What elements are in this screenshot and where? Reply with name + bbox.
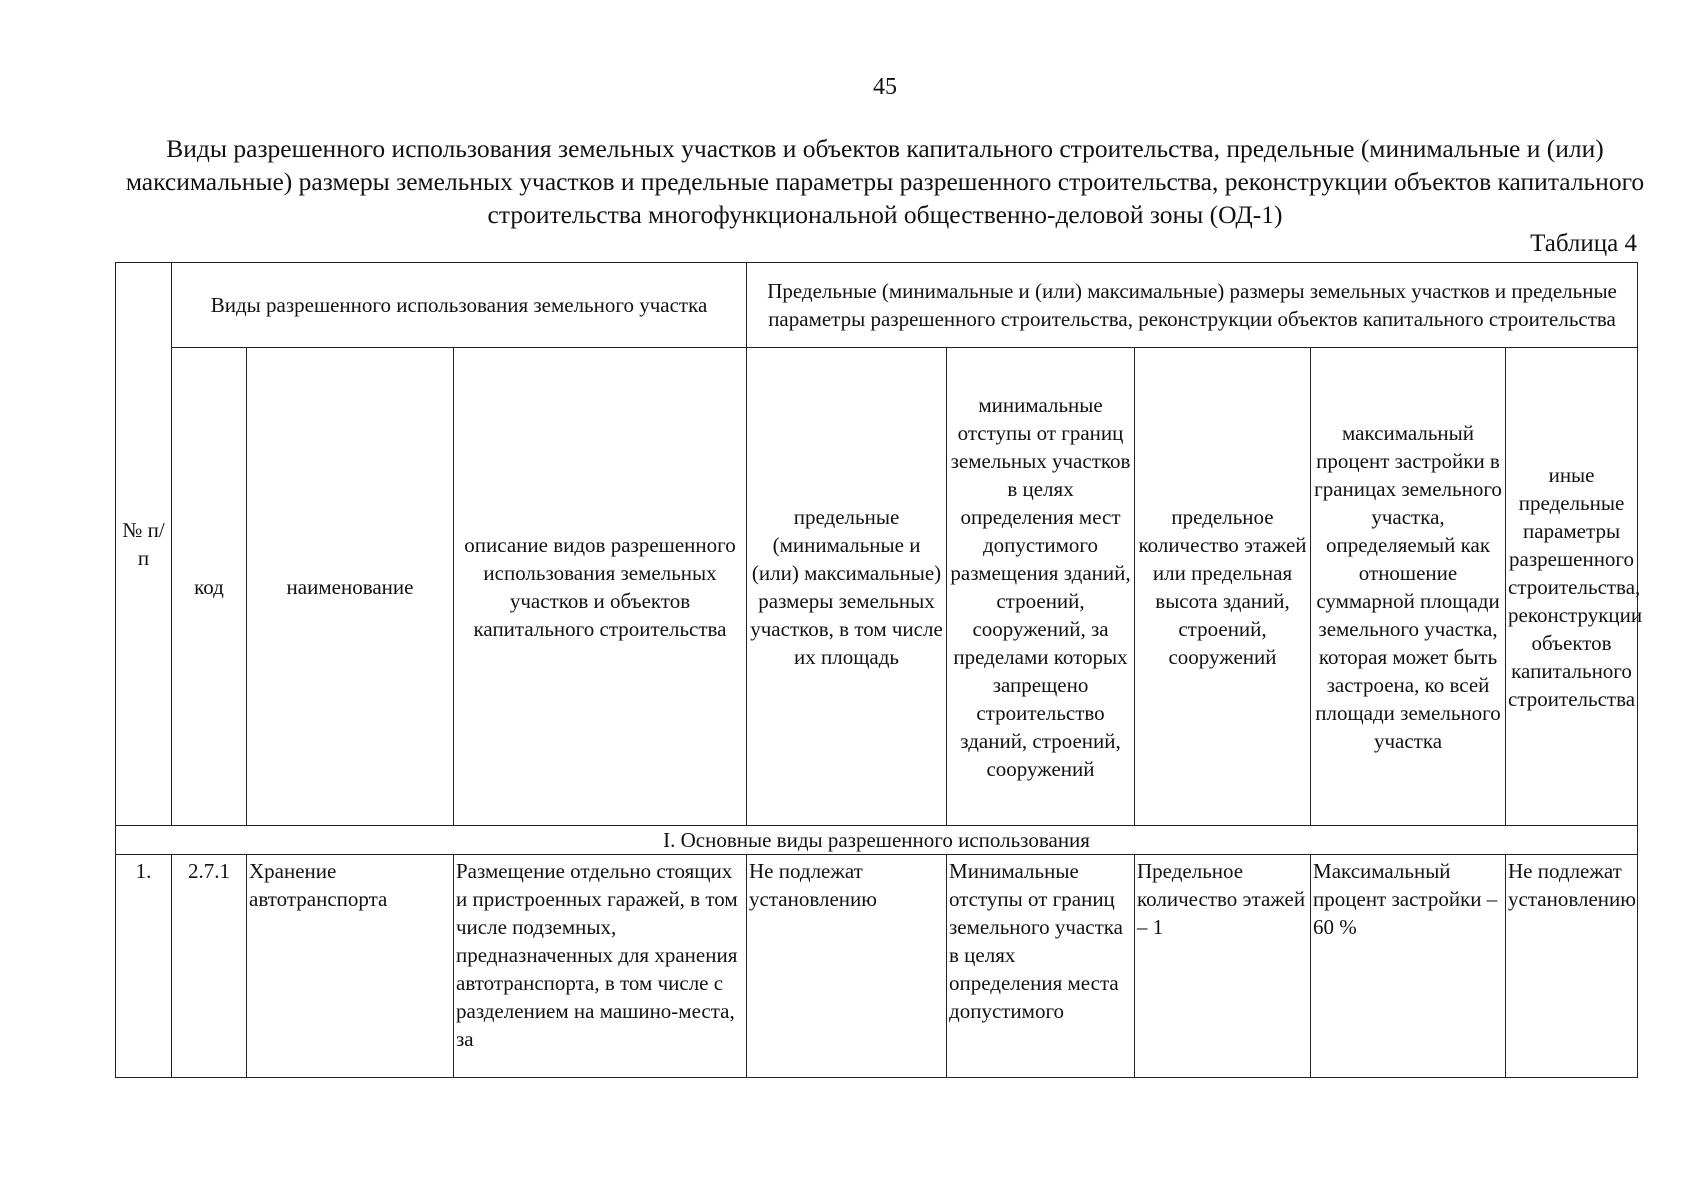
header-size: предельные (минимальные и (или) максимальные) размеры земельных участков, в том числе их площадь xyxy=(747,348,947,826)
header-name: наименование xyxy=(247,348,454,826)
header-coverage: максимальный процент застройки в границах земельного участка, определяемый как отношение суммарной площади земельного участка, которая может быть застроена, ко всей площади земельного участка xyxy=(1311,348,1506,826)
row-other: Не подлежат установлению xyxy=(1506,855,1638,1078)
header-floors: предельное количество этажей или предельная высота зданий, строений, сооружений xyxy=(1135,348,1311,826)
row-name: Хранение автотранспорта xyxy=(247,855,454,1078)
header-setback: минимальные отступы от границ земельных участков в целях определения мест допустимого размещения зданий, строений, сооружений, за пределами которых запрещено строительство зданий, строений, сооружений xyxy=(947,348,1135,826)
section-row xyxy=(116,826,1638,855)
row-code: 2.7.1 xyxy=(172,855,247,1078)
zoning-table xyxy=(115,262,1643,1078)
table-header-row-1 xyxy=(116,263,1638,348)
row-description: Размещение отдельно стоящих и пристроенных гаражей, в том числе подземных, предназначенных для хранения автотранспорта, в том числе с разделением на машино-места, за xyxy=(454,855,747,1078)
row-size: Не подлежат установлению xyxy=(747,855,947,1078)
header-group-parameters: Предельные (минимальные и (или) максимальные) размеры земельных участков и предельные параметры разрешенного строительства, реконструкции объектов капитального строительства xyxy=(747,263,1638,348)
row-setback: Минимальные отступы от границ земельного участка в целях определения места допустимого xyxy=(947,855,1135,1078)
table-caption: Таблица 4 xyxy=(1530,230,1637,257)
row-num: 1. xyxy=(116,855,172,1078)
header-num: № п/п xyxy=(116,263,172,826)
document-title: Виды разрешенного использования земельных участков и объектов капитального строительства, предельные (минимальные и (или) максимальные) размеры земельных участков и предельные параметры разрешенного строительства, реконструкции объектов капитального строительства многофункциональной общественно-деловой зоны (ОД-1) xyxy=(125,134,1645,229)
table-header-row-2 xyxy=(116,348,1638,826)
header-group-use-types: Виды разрешенного использования земельного участка xyxy=(172,263,747,348)
section-title: I. Основные виды разрешенного использования xyxy=(116,826,1638,855)
page-number: 45 xyxy=(873,74,897,100)
row-floors: Предельное количество этажей – 1 xyxy=(1135,855,1311,1078)
header-code: код xyxy=(172,348,247,826)
header-other: иные предельные параметры разрешенного строительства, реконструкции объектов капитального строительства xyxy=(1506,348,1638,826)
table-row xyxy=(116,855,1638,1078)
row-coverage: Максимальный процент застройки – 60 % xyxy=(1311,855,1506,1078)
header-description: описание видов разрешенного использования земельных участков и объектов капитального строительства xyxy=(454,348,747,826)
